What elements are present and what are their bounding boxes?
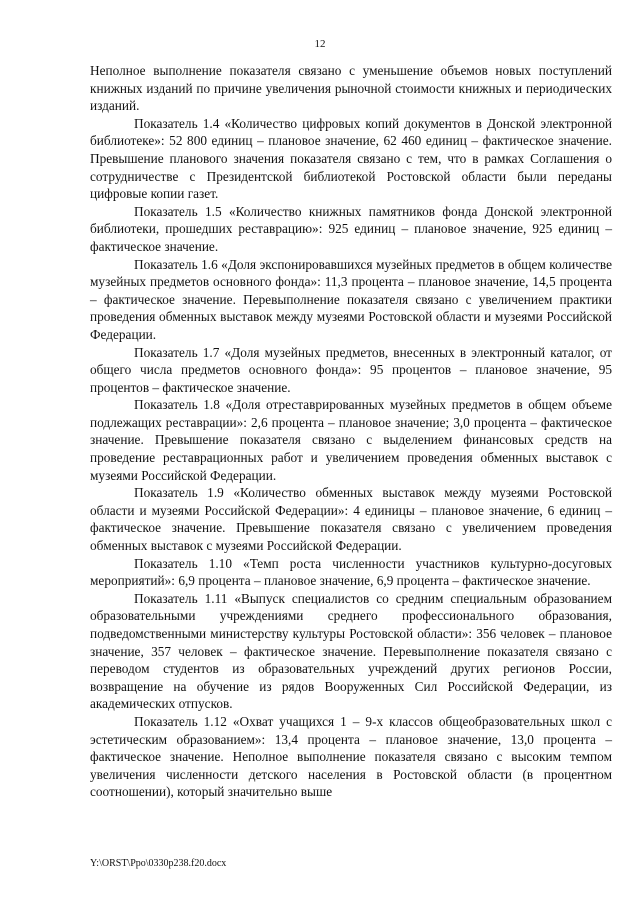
paragraph-indicator-1-11: Показатель 1.11 «Выпуск специалистов со средним специальным образованием образовательными учреждениями среднего профессионального образования, подведомственными министерству культуры Ростовской области»: 356 человек – плановое значение, 357 человек – фактическое значение. Перевыполнение показателя связано с переводом студентов из образовательных учреждений других регионов России, возвращение на обучение из рядов Вооруженных Сил Российской Федерации, из академических отпусков. — [90, 590, 612, 712]
paragraph-indicator-1-12: Показатель 1.12 «Охват учащихся 1 – 9-х классов общеобразовательных школ с эстетическим образованием»: 13,4 процента – плановое значение, 13,0 процента – фактическое значение. Неполное выполнение показателя связано с высоким темпом увеличения численности детского населения в Ростовской области (в процентном соотношении), который значительно выше — [90, 713, 612, 800]
paragraph-indicator-1-8: Показатель 1.8 «Доля отреставрированных музейных предметов в общем объеме подлежащих реставрации»: 2,6 процента – плановое значение; 3,0 процента – фактическое значение. Превышение показателя связано с выделением финансовых средств на проведение реставрационных работ и увеличением проведения обменных выставок с музеями Российской Федерации. — [90, 397, 612, 483]
paragraph-indicator-1-7: Показатель 1.7 «Доля музейных предметов, внесенных в электронный каталог, от общего числа предметов основного фонда»: 95 процентов – плановое значение, 95 процентов – фактическое значение. — [90, 344, 612, 395]
paragraph-indicator-1-10: Показатель 1.10 «Темп роста численности участников культурно-досуговых мероприятий»: 6,9 процента – плановое значение, 6,9 процента – фактическое значение. — [90, 555, 612, 589]
document-body — [90, 62, 612, 801]
paragraph-indicator-1-9: Показатель 1.9 «Количество обменных выставок между музеями Ростовской области и музеями Российской Федерации»: 4 единицы – плановое значение, 6 единиц – фактическое значение. Превышение показателя связано с увеличением проведения обменных выставок с музеями Российской Федерации. — [90, 485, 612, 554]
paragraph-continuation: Неполное выполнение показателя связано с уменьшение объемов новых поступлений книжных изданий по причине увеличения рыночной стоимости книжных и периодических изданий. — [90, 63, 612, 114]
paragraph-indicator-1-4: Показатель 1.4 «Количество цифровых копий документов в Донской электронной библиотеке»: 52 800 единиц – плановое значение, 62 460 единиц – фактическое значение. Превышение планового значения показателя связано с тем, что в рамках Соглашения о сотрудничестве с Президентской библиотекой Ростовской области были переданы цифровые копии газет. — [90, 115, 612, 202]
paragraph-indicator-1-6: Показатель 1.6 «Доля экспонировавшихся музейных предметов в общем количестве музейных предметов основного фонда»: 11,3 процента – плановое значение, 14,5 процента – фактическое значение. Перевыполнение показателя связано с увеличением практики проведения обменных выставок между музеями Ростовской области и музеями Российской Федерации. — [90, 256, 612, 342]
footer-file-path: Y:\ORST\Ppo\0330p238.f20.docx — [90, 858, 227, 869]
page-number: 12 — [314, 38, 326, 50]
paragraph-indicator-1-5: Показатель 1.5 «Количество книжных памятников фонда Донской электронной библиотеки, прошедших реставрацию»: 925 единиц – плановое значение, 925 единиц – фактическое значение. — [90, 203, 612, 254]
